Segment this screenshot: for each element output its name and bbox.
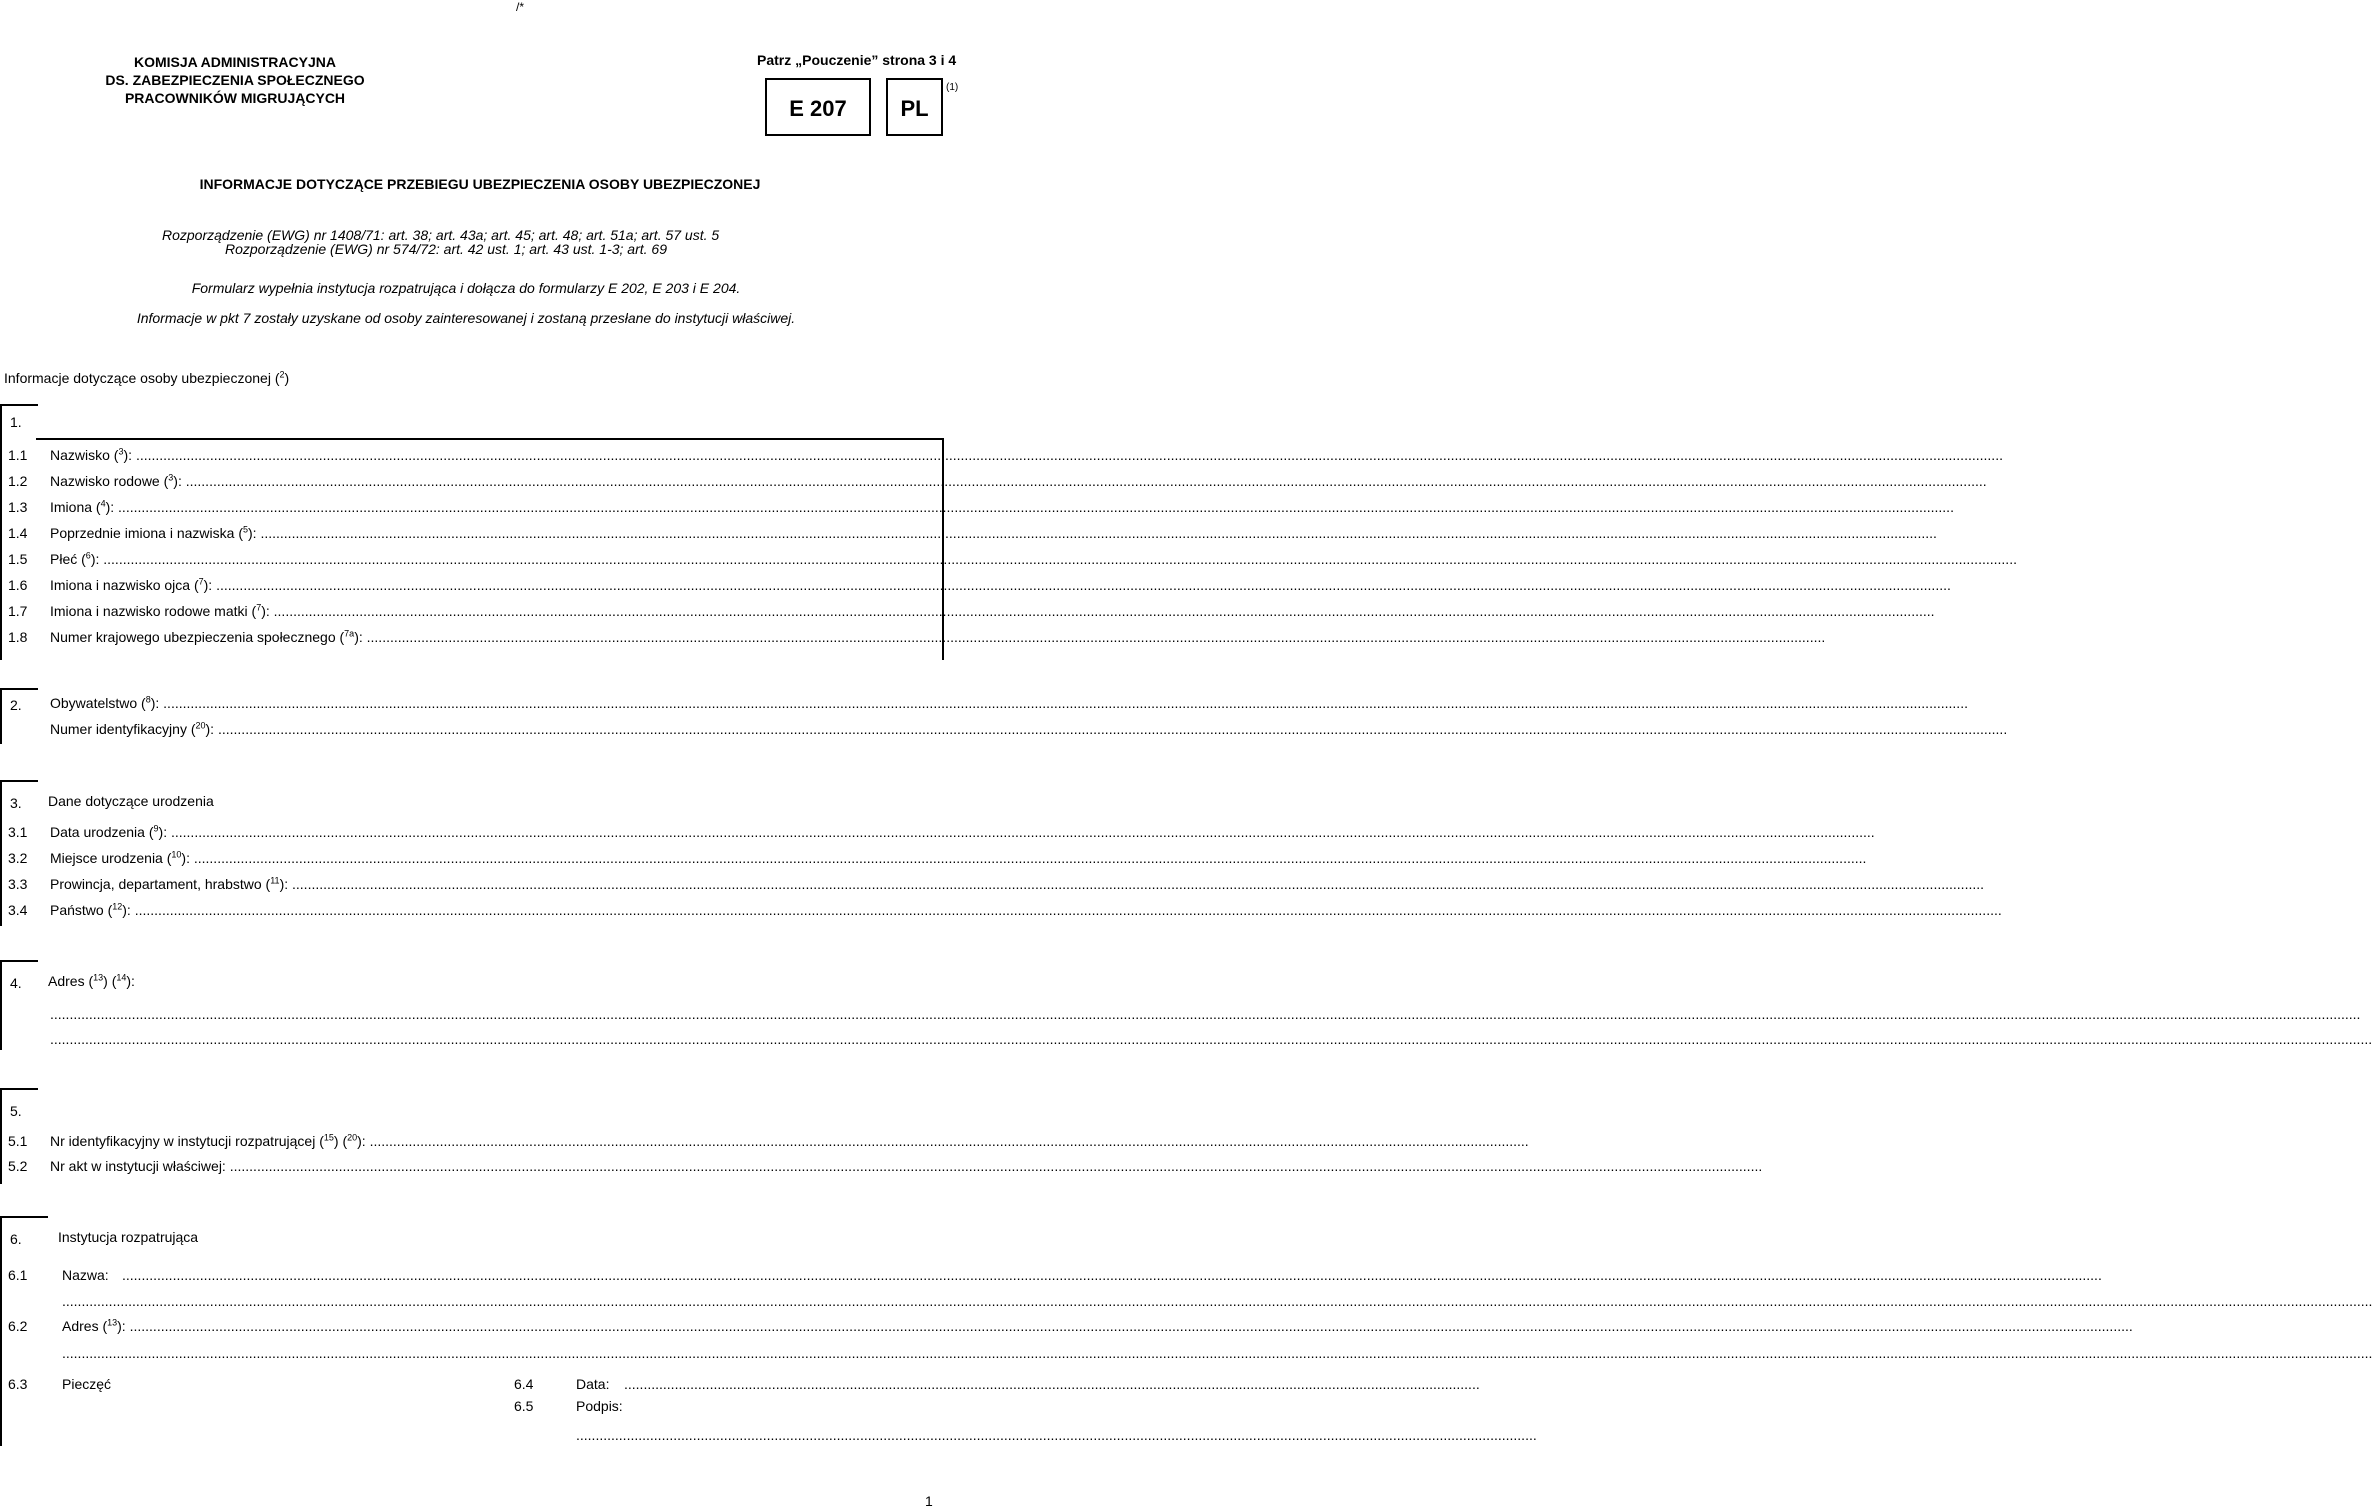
institution-name-field-2[interactable]: .................................................................................................................................................................................................................................................................................................................................................................................................................................................................................................................................................................................................................. [62,1293,2372,1309]
date-field[interactable]: ............................................................................................................................................................................................................................ [624,1376,1480,1392]
section-2-number: 2. [10,697,22,713]
section-4-number: 4. [10,975,22,991]
citizenship-field[interactable]: Obywatelstwo ($^8$): ................................................................................................................................................................................................................................................................................................................................................................................................................................................................................ [50,694,1968,711]
section-5-number: 5. [10,1103,22,1119]
s1-row-number: 1.8 [8,629,28,645]
form-code: E 207 [789,96,847,121]
section-6-number-cell [0,1216,48,1252]
form-code-box [765,78,871,136]
institution-name-label: Nazwa: [62,1267,109,1283]
section-6-title: Instytucja rozpatrująca [58,1229,199,1245]
address-line-2[interactable]: ..................................................................................................................................................................................................................................................................................................................................................................................................................................................................................................................................................................................................................... [50,1031,2372,1047]
section-3-number-cell [0,780,38,816]
s1-row-field[interactable]: Imiona i nazwisko ojca ($^7$): .............................................................................................................................................................................................................................................................................................................................................................................................................................................................. [50,576,1951,593]
s5-row-number: 5.1 [8,1133,28,1149]
address-line-1[interactable]: .................................................................................................................................................................................................................................................................................................................................................................................................................................................................................................................................................................................................................. [50,1006,2361,1022]
regulation-line-2: Rozporządzenie (EWG) nr 574/72: art. 42 ust. 1; art. 43 ust. 1-3; art. 69 [225,241,667,257]
country-code-box [886,78,943,136]
see-note: Patrz „Pouczenie” strona 3 i 4 [757,52,957,68]
s5-row-field[interactable]: Nr akt w instytucji właściwej: .......................................................................................................................................................................................................................................................................................................................................................................................................... [50,1158,1763,1174]
s3-row-number: 3.3 [8,876,28,892]
section-3-title: Dane dotyczące urodzenia [48,793,214,809]
s1-row-number: 1.3 [8,499,28,515]
section-1-number: 1. [10,414,22,430]
org-line-3: PRACOWNIKÓW MIGRUJĄCYCH [124,90,346,106]
signature-field[interactable]: ....................................................................................................................................................................................................................................................... [576,1427,1537,1443]
s1-row-number: 1.4 [8,525,28,541]
s3-row-field[interactable]: Miejsce urodzenia ($^{10}$): .............................................................................................................................................................................................................................................................................................................................................................................................................................................. [50,849,1867,866]
organization-name [90,53,380,107]
signature-number: 6.5 [514,1398,534,1414]
country-footnote: (1) [946,82,959,93]
org-line-1: KOMISJA ADMINISTRACYJNA [134,54,336,70]
regulation-line-1: Rozporządzenie (EWG) nr 1408/71: art. 38; art. 43a; art. 45; art. 48; art. 51a; art. 57 ust. 5 [162,227,720,243]
stamp-number: 6.3 [8,1376,28,1392]
s1-row-field[interactable]: Imiona i nazwisko rodowe matki ($^7$): ........................................................................................................................................................................................................................................................................................................................................................................................................................................... [50,602,1935,619]
stamp-label: Pieczęć [62,1376,112,1392]
address-label: Adres ($^{13}$) ($^{14}$): [48,972,135,989]
s5-row-number: 5.2 [8,1158,28,1174]
institution-name-field[interactable]: ............................................................................................................................................................................................................................................................................................................................................................................................................................................................................................................................. [122,1267,2102,1283]
s1-row-number: 1.5 [8,551,28,567]
section-5-number-cell [0,1088,38,1124]
page-number: 1 [925,1493,933,1509]
instruction-1: Formularz wypełnia instytucja rozpatrująca i dołącza do formularzy E 202, E 203 i E 204. [191,280,741,296]
institution-address-field-2[interactable]: .................................................................................................................................................................................................................................................................................................................................................................................................................................................................................................................................................................................................................. [62,1345,2372,1361]
country-code: PL [900,96,929,121]
s1-row-field[interactable]: Poprzednie imiona i nazwiska ($^5$): ............................................................................................................................................................................................................................................................................................................................................................................................................................................... [50,524,1937,541]
instruction-2: Informacje w pkt 7 zostały uzyskane od osoby zainteresowanej i zostaną przesłane do instytucji właściwej. [136,310,796,326]
s5-row-field[interactable]: Nr identyfikacyjny w instytucji rozpatrującej ($^{15}$) ($^{20}$): .......................................................................................................................................................................................................................................................................................................... [50,1132,1529,1149]
section-4-number-cell [0,960,38,996]
s1-row-number: 1.7 [8,603,28,619]
institution-address-field[interactable]: Adres ($^{13}$): ................................................................................................................................................................................................................................................................................................................................................................................................................................................................................................................................... [62,1317,2133,1334]
section-2-number-cell [0,688,38,744]
institution-name-number: 6.1 [8,1267,28,1283]
s3-row-number: 3.1 [8,824,28,840]
s1-row-field[interactable]: Nazwisko ($^3$): ................................................................................................................................................................................................................................................................................................................................................................................................................................................................................................ [50,446,2003,463]
s3-row-field[interactable]: Prowincja, departament, hrabstwo ($^{11}$): ................................................................................................................................................................................................................................................................................................................................................................................................................................................... [50,875,1985,892]
s3-row-number: 3.4 [8,902,28,918]
signature-label: Podpis: [576,1398,623,1414]
s3-row-field[interactable]: Państwo ($^{12}$): ................................................................................................................................................................................................................................................................................................................................................................................................................................................................................................ [50,901,2002,918]
institution-address-number: 6.2 [8,1318,28,1334]
s1-row-field[interactable]: Numer krajowego ubezpieczenia społecznego ($^{7a}$): ....................................................................................................................................................................................................................................................................................................................................................................................... [50,628,1826,645]
top-mark: /* [516,0,525,14]
date-label: Data: [576,1376,610,1392]
s1-row-number: 1.6 [8,577,28,593]
s1-row-field[interactable]: Nazwisko rodowe ($^3$): ............................................................................................................................................................................................................................................................................................................................................................................................................................................................................... [50,472,1987,489]
s1-row-number: 1.2 [8,473,28,489]
s1-row-number: 1.1 [8,447,28,463]
org-line-2: DS. ZABEZPIECZENIA SPOŁECZNEGO [105,72,365,88]
section-6-number: 6. [10,1231,22,1247]
s1-row-field[interactable]: Imiona ($^4$): ........................................................................................................................................................................................................................................................................................................................................................................................................................................................................................ [50,498,1954,515]
section-3-number: 3. [10,795,22,811]
s3-row-number: 3.2 [8,850,28,866]
s3-row-field[interactable]: Data urodzenia ($^9$): ...................................................................................................................................................................................................................................................................................................................................................................................................................................................... [50,823,1875,840]
form-title: INFORMACJE DOTYCZĄCE PRZEBIEGU UBEZPIECZENIA OSOBY UBEZPIECZONEJ [199,176,761,192]
section-heading: Informacje dotyczące osoby ubezpieczonej ($^2$) [4,369,290,386]
section-1-number-cell [0,404,38,440]
identification-number-field[interactable]: Numer identyfikacyjny ($^{20}$): ............................................................................................................................................................................................................................................................................................................................................................................................................................................................................ [50,720,2008,737]
date-number: 6.4 [514,1376,534,1392]
s1-row-field[interactable]: Płeć ($^6$): ............................................................................................................................................................................................................................................................................................................................................................................................................................................................................................................ [50,550,2017,567]
